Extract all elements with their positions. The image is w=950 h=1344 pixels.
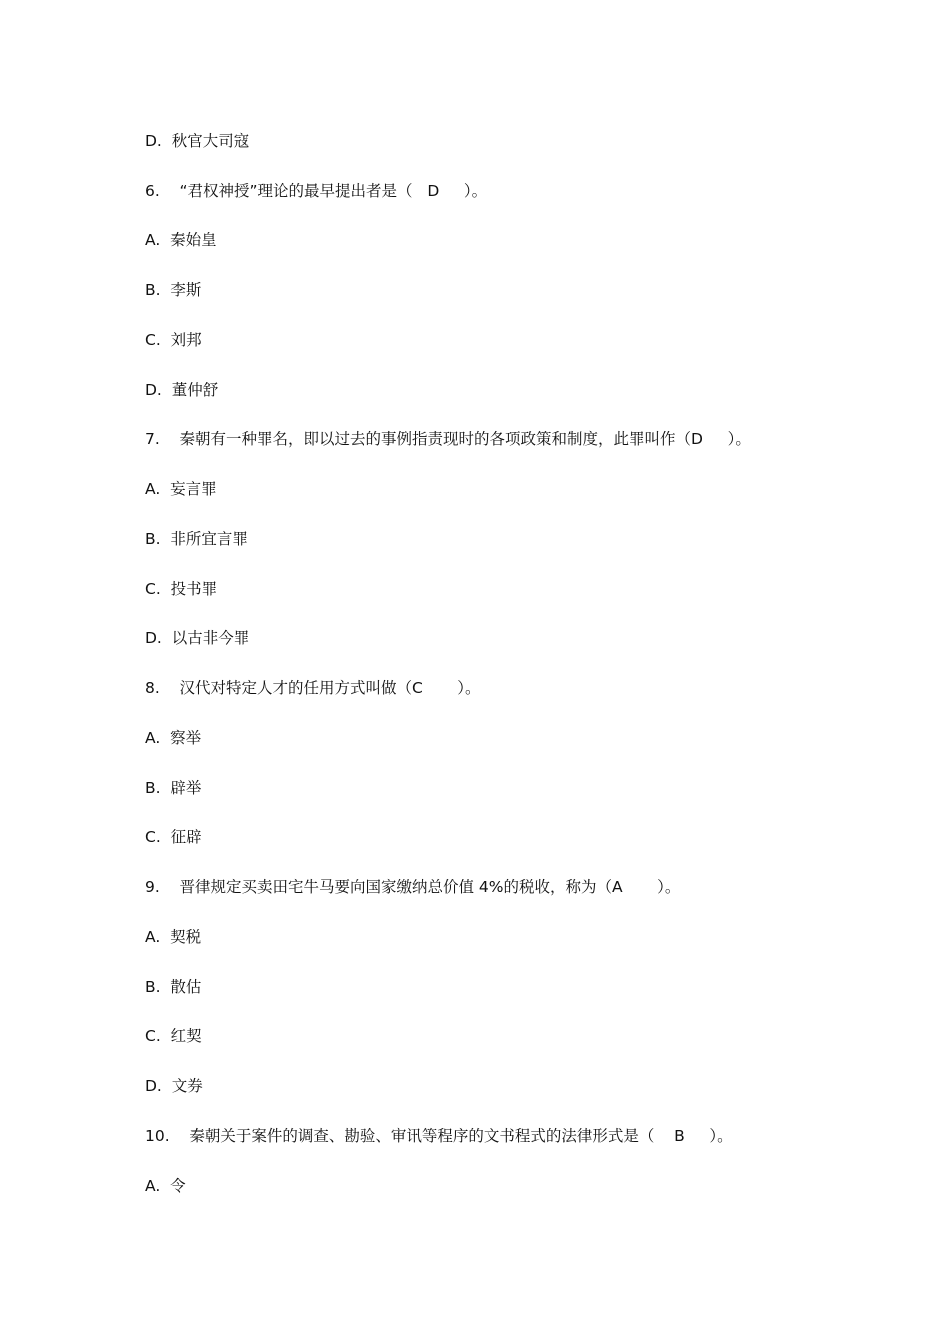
option-9d: D. 文券 <box>145 1077 203 1095</box>
option-8a: A. 察举 <box>145 729 202 747</box>
option-6d: D. 董仲舒 <box>145 381 219 399</box>
question-6: 6. “君权神授”理论的最早提出者是（ D ）。 <box>145 182 488 200</box>
option-8c: C. 征辟 <box>145 828 202 846</box>
option-7c: C. 投书罪 <box>145 580 218 598</box>
option-6b: B. 李斯 <box>145 281 202 299</box>
option-6c: C. 刘邦 <box>145 331 202 349</box>
option-9b: B. 散估 <box>145 978 202 996</box>
question-9: 9. 晋律规定买卖田宅牛马要向国家缴纳总价值 4%的税收，称为（A ）。 <box>145 878 681 896</box>
question-8: 8. 汉代对特定人才的任用方式叫做（C ）。 <box>145 679 481 697</box>
option-9c: C. 红契 <box>145 1027 202 1045</box>
option-5d: D. 秋官大司寇 <box>145 132 250 150</box>
option-8b: B. 辟举 <box>145 779 202 797</box>
option-7b: B. 非所宜言罪 <box>145 530 248 548</box>
question-10: 10. 秦朝关于案件的调查、勘验、审讯等程序的文书程式的法律形式是（ B ）。 <box>145 1127 733 1145</box>
question-7: 7. 秦朝有一种罪名，即以过去的事例指责现时的各项政策和制度，此罪叫作（D ）。 <box>145 430 751 448</box>
option-7d: D. 以古非今罪 <box>145 629 250 647</box>
option-7a: A. 妄言罪 <box>145 480 217 498</box>
option-10a: A. 令 <box>145 1177 186 1195</box>
option-6a: A. 秦始皇 <box>145 231 217 249</box>
option-9a: A. 契税 <box>145 928 202 946</box>
